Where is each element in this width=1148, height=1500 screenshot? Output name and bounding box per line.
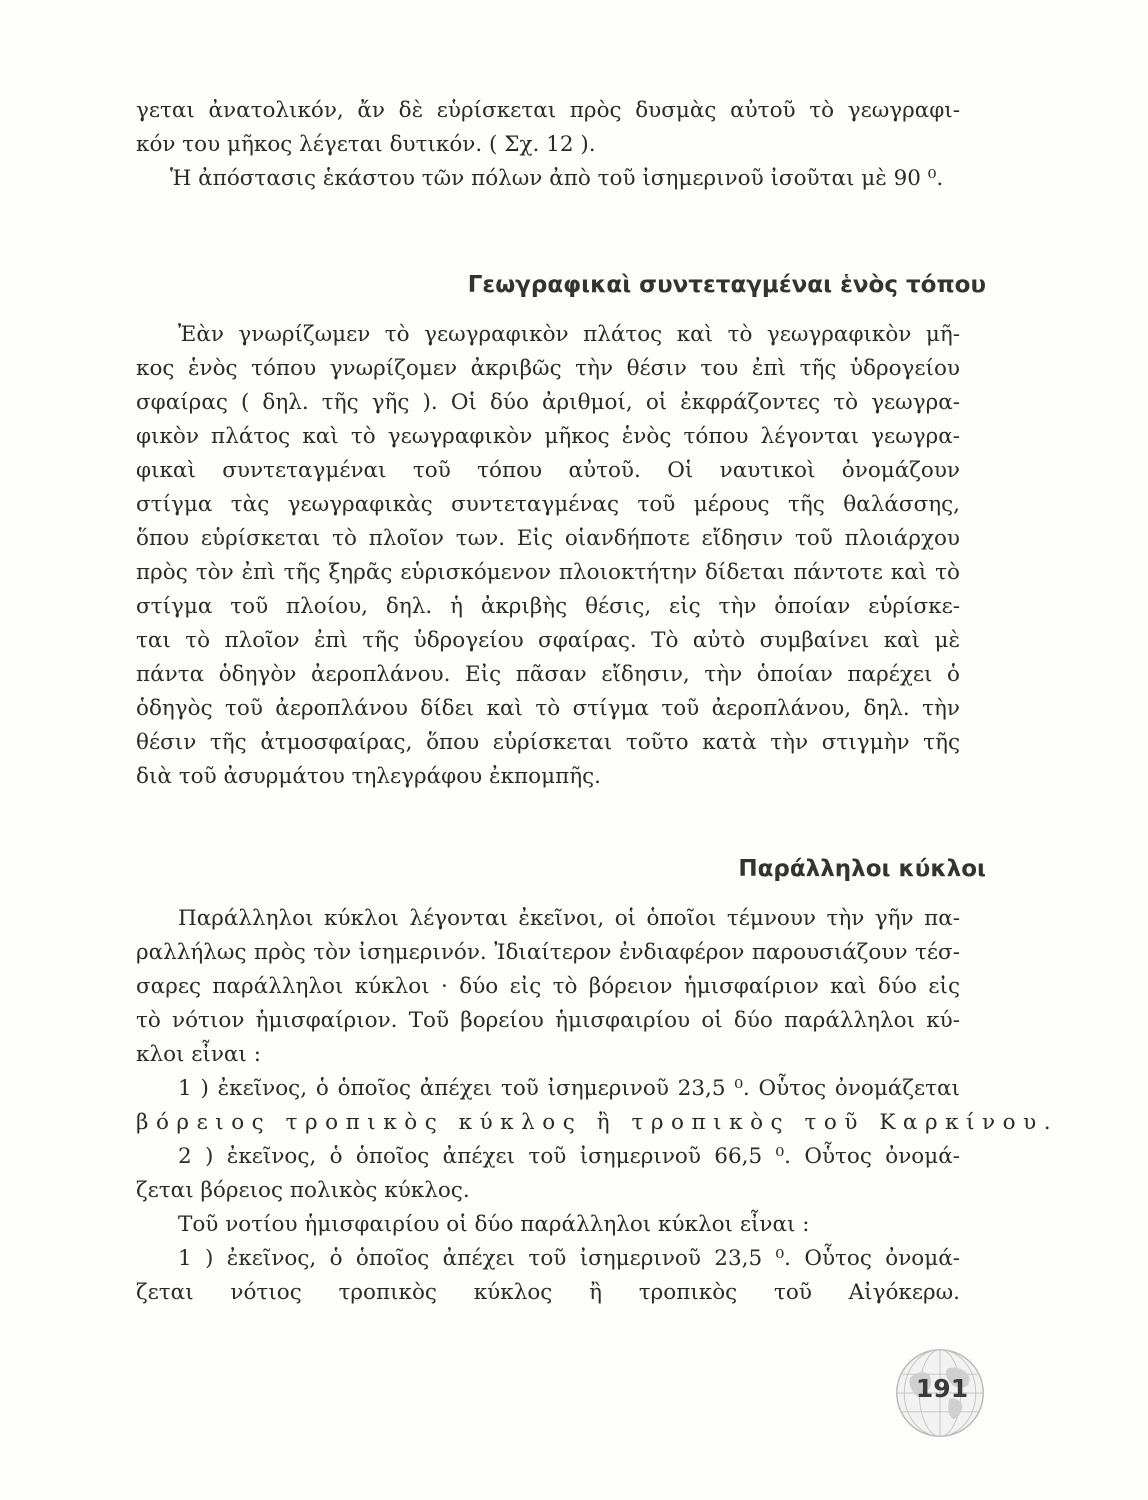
text-line: ζεται νότιος τροπικὸς κύκλος ἢ τροπικὸς τοῦ Αἰγόκερω. [136,1280,960,1305]
section-parallels-body [136,902,1059,1310]
list-item: 1 ) ἐκεῖνος, ὁ ὁποῖος ἀπέχει τοῦ ἰσημερινοῦ 23,5 ⁰. Οὗτος ὀνομάζεται [178,1076,960,1101]
text-line: σαρες παράλληλοι κύκλοι · δύο εἰς τὸ βόρειον ἡμισφαίριον καὶ δύο εἰς [136,974,960,999]
list-item: 2 ) ἐκεῖνος, ὁ ὁποῖος ἀπέχει τοῦ ἰσημερινοῦ 66,5 ⁰. Οὗτος ὀνομά- [178,1144,960,1169]
text-line: στίγμα τὰς γεωγραφικὰς συντεταγμένας τοῦ μέρους τῆς θαλάσσης, [136,492,960,517]
text-line: κος ἑνὸς τόπου γνωρίζομεν ἀκριβῶς τὴν θέσιν του ἐπὶ τῆς ὑδρογείου [136,356,960,381]
text-line: κόν του μῆκος λέγεται δυτικόν. ( Σχ. 12 ). [136,132,596,157]
text-line: πρὸς τὸν ἐπὶ τῆς ξηρᾶς εὑρισκόμενον πλοιοκτήτην δίδεται πάντοτε καὶ τὸ [136,560,960,585]
section-heading-parallels: Παράλληλοι κύκλοι [738,856,986,882]
text-line: θέσιν τῆς ἀτμοσφαίρας, ὅπου εὑρίσκεται τοῦτο κατὰ τὴν στιγμὴν τῆς [136,730,960,755]
text-line: γεται ἀνατολικόν, ἄν δὲ εὑρίσκεται πρὸς δυσμὰς αὐτοῦ τὸ γεωγραφι- [136,98,960,123]
text-line: Παράλληλοι κύκλοι λέγονται ἐκεῖνοι, οἱ ὁποῖοι τέμνουν τὴν γῆν πα- [178,906,960,931]
text-line: Ἐὰν γνωρίζωμεν τὸ γεωγραφικὸν πλάτος καὶ τὸ γεωγραφικὸν μῆ- [178,322,960,347]
text-line: διὰ τοῦ ἀσυρμάτου τηλεγράφου ἐκπομπῆς. [136,764,601,789]
section-heading-coordinates: Γεωγραφικαὶ συντεταγμέναι ἑνὸς τόπου [467,272,986,298]
text-line: σφαίρας ( δηλ. τῆς γῆς ). Οἱ δύο ἀριθμοί, οἱ ἐκφράζοντες τὸ γεωγρα- [136,390,960,415]
text-line: φικαὶ συντεταγμέναι τοῦ τόπου αὐτοῦ. Οἱ ναυτικοὶ ὀνομάζουν [136,458,960,483]
text-line: ται τὸ πλοῖον ἐπὶ τῆς ὑδρογείου σφαίρας. Τὸ αὐτὸ συμβαίνει καὶ μὲ [136,628,960,653]
page-number: 191 [915,1374,969,1403]
list-item: 1 ) ἐκεῖνος, ὁ ὁποῖος ἀπέχει τοῦ ἰσημερινοῦ 23,5 ⁰. Οὗτος ὀνομά- [178,1246,960,1271]
text-line: βόρειος τροπικὸς κύκλος ἢ τροπικὸς τοῦ Καρκίνου. [136,1110,1059,1135]
text-line: τὸ νότιον ἡμισφαίριον. Τοῦ βορείου ἡμισφαιρίου οἱ δύο παράλληλοι κύ- [136,1008,960,1033]
text-line: πάντα ὁδηγὸν ἀεροπλάνου. Εἰς πᾶσαν εἴδησιν, τὴν ὁποίαν παρέχει ὁ [136,662,960,687]
text-line: Ἡ ἀπόστασις ἑκάστου τῶν πόλων ἀπὸ τοῦ ἰσημερινοῦ ἰσοῦται μὲ 90 ⁰. [170,166,944,191]
text-line: φικὸν πλάτος καὶ τὸ γεωγραφικὸν μῆκος ἑνὸς τόπου λέγονται γεωγρα- [136,424,960,449]
text-line: Τοῦ νοτίου ἡμισφαιρίου οἱ δύο παράλληλοι κύκλοι εἶναι : [178,1212,810,1237]
section-coordinates-body [136,318,960,794]
top-paragraph [136,94,960,196]
text-line: ὅπου εὑρίσκεται τὸ πλοῖον των. Εἰς οἱανδήποτε εἴδησιν τοῦ πλοιάρχου [136,526,960,551]
text-line: ραλλήλως πρὸς τὸν ἰσημερινόν. Ἰδιαίτερον ἐνδιαφέρον παρουσιάζουν τέσ- [136,940,960,965]
text-line: στίγμα τοῦ πλοίου, δηλ. ἡ ἀκριβὴς θέσις, εἰς τὴν ὁποίαν εὑρίσκε- [136,594,960,619]
text-line: ζεται βόρειος πολικὸς κύκλος. [136,1178,470,1203]
text-line: ὁδηγὸς τοῦ ἀεροπλάνου δίδει καὶ τὸ στίγμα τοῦ ἀεροπλάνου, δηλ. τὴν [136,696,960,721]
text-line: κλοι εἶναι : [136,1042,261,1067]
